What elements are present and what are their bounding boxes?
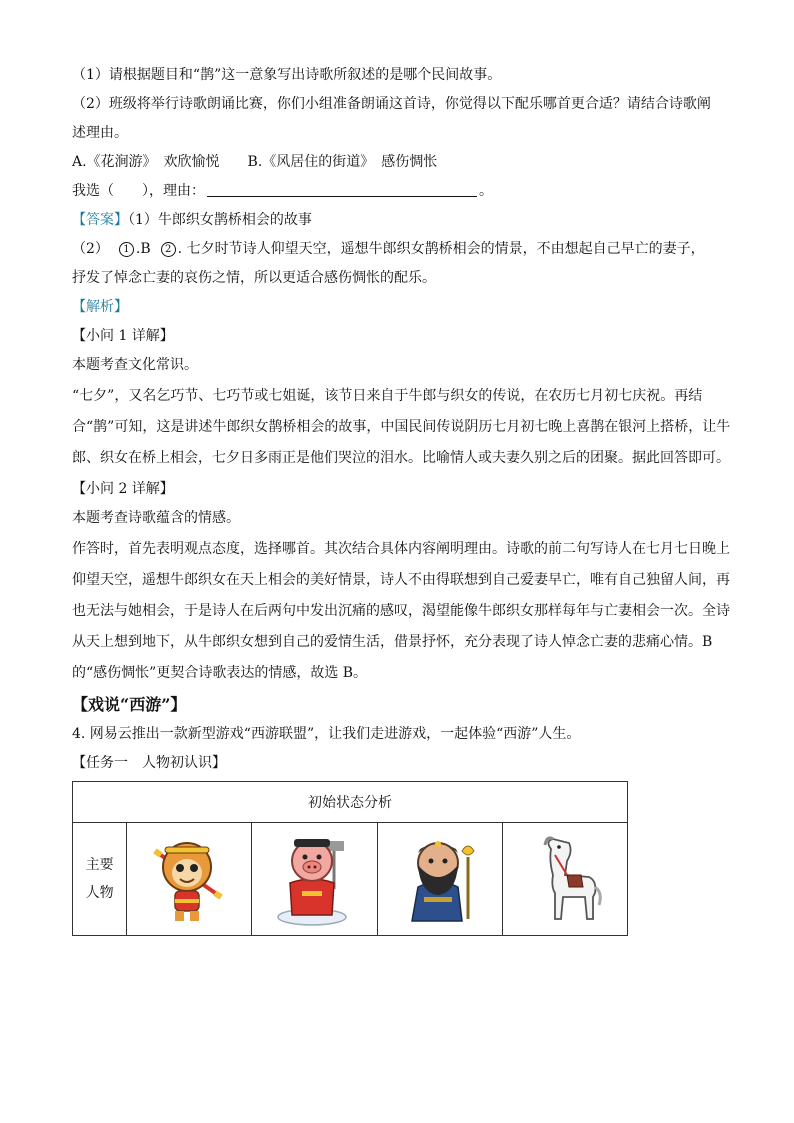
document-page (72, 64, 732, 936)
answer-2-reason-a: . 七夕时节诗人仰望天空，遥想牛郎织女鹊桥相会的情景，不由想起自己早亡的妻子， (177, 241, 705, 257)
character-cell-monkey (127, 823, 252, 936)
answer-2-prefix: （2） (72, 241, 109, 257)
circle-number-2: 2 (161, 242, 176, 257)
row-label (73, 823, 127, 936)
answer-1: （1）牛郎织女鹊桥相会的故事 (128, 212, 312, 228)
detail1-body: “七夕”，又名乞巧节、七巧节或七姐诞，该节日来自于牛郎与织女的传说，在农历七月初七庆祝。再结合“鹊”可知，这是讲述牛郎织女鹊桥相会的故事，中国民间传说阴历七月初七晚上喜鹊在银河上搭桥，让牛郎、织女在桥上相会，七夕日多雨正是他们哭泣的泪水。比喻情人或夫妻久别之后的团聚。据此回答即可。 (72, 388, 731, 466)
detail2-body: 作答时，首先表明观点态度，选择哪首。其次结合具体内容阐明理由。诗歌的前二句写诗人在七月七日晚上仰望天空，遥想牛郎织女在天上相会的美好情景，诗人不由得联想到自己爱妻早亡，唯有自己独留人间，再也无法与她相会，于是诗人在后两句中发出沉痛的感叹，渴望能像牛郎织女那样每年与亡妻相会一次。全诗从天上想到地下，从牛郎织女想到自己的爱情生活，借景抒怀，充分表现了诗人悼念亡妻的悲痛心情。B 的“感伤惆怅”更契合诗歌表达的情感，故选 B。 (72, 541, 730, 681)
q3-sub1: （1）请根据题目和“鹊”这一意象写出诗歌所叙述的是哪个民间故事。 (72, 67, 502, 83)
detail2-intro: 本题考查诗歌蕴含的情感。 (72, 510, 240, 526)
character-cell-pig (252, 823, 377, 936)
monkey-icon (147, 831, 231, 927)
detail1-title: 【小问 1 详解】 (72, 328, 174, 344)
choose-suffix: 。 (479, 183, 493, 199)
section-title: 【戏说“西游”】 (72, 695, 187, 714)
table-header: 初始状态分析 (73, 782, 628, 823)
q3-sub2-line2: 述理由。 (72, 125, 128, 141)
circle-number-1: 1 (119, 242, 134, 257)
detail2-title: 【小问 2 详解】 (72, 481, 174, 497)
choose-prefix: 我选（ ），理由： (72, 183, 205, 199)
q3-sub2-line1: （2）班级将举行诗歌朗诵比赛，你们小组准备朗诵这首诗，你觉得以下配乐哪首更合适？请结合诗歌阐 (72, 96, 711, 112)
answer-line-2 (72, 238, 732, 261)
answer-tag: 【答案】 (72, 212, 128, 228)
detail1-intro: 本题考查文化常识。 (72, 357, 198, 373)
monk-icon (398, 831, 482, 927)
character-table (72, 781, 628, 936)
row-label-line2: 人物 (85, 885, 114, 901)
reason-blank (207, 182, 477, 197)
pig-icon (272, 831, 356, 927)
q4-task1: 【任务一 人物初认识】 (72, 755, 226, 771)
q3-choose-line (72, 180, 732, 203)
table-row (73, 823, 628, 936)
row-label-line1: 主要 (85, 857, 114, 873)
answer-line-1 (72, 209, 732, 232)
answer-2-choice: .B (135, 241, 151, 257)
horse-icon (523, 831, 607, 927)
q4-stem: 4. 网易云推出一款新型游戏“西游联盟”，让我们走进游戏，一起体验“西游”人生。 (72, 726, 581, 742)
character-cell-monk (377, 823, 502, 936)
answer-line-3: 抒发了悼念亡妻的哀伤之情，所以更适合感伤惆怅的配乐。 (72, 270, 436, 286)
character-cell-horse (502, 823, 627, 936)
analysis-tag: 【解析】 (72, 299, 128, 315)
q3-options: A.《花涧游》 欢欣愉悦 B.《风居住的街道》 感伤惆怅 (72, 154, 438, 170)
